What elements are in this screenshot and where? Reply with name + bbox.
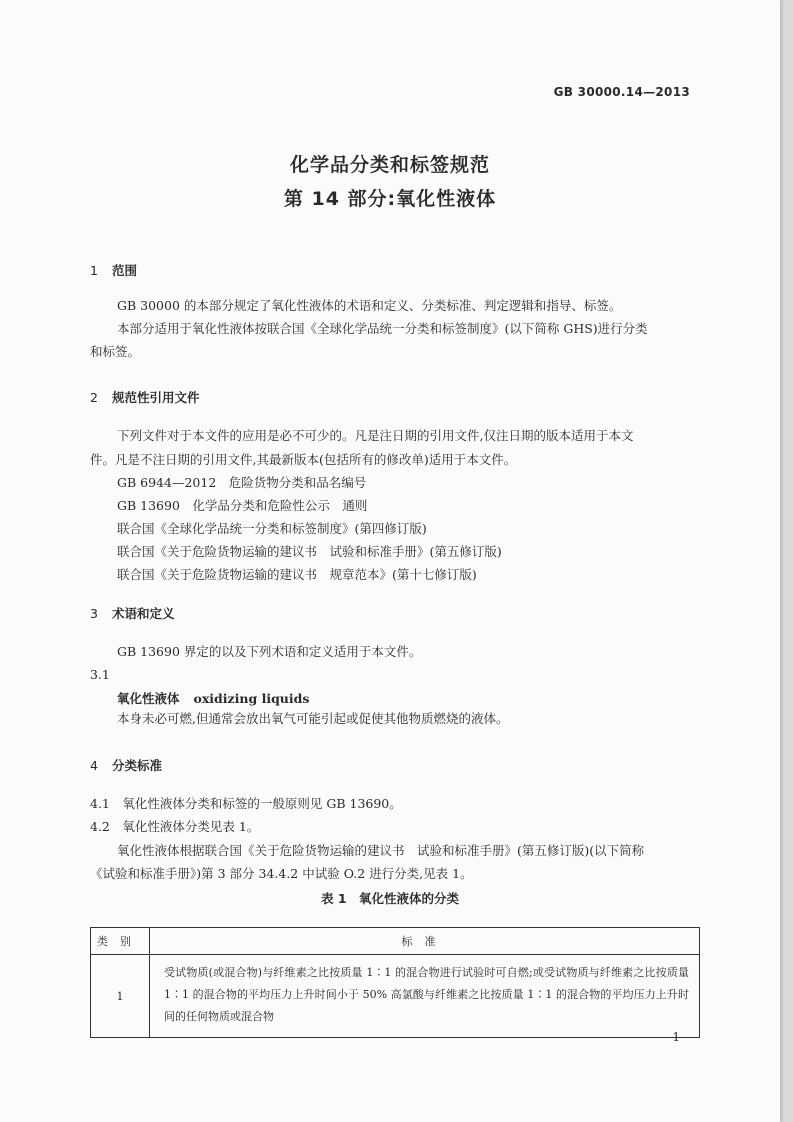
paragraph: 本部分适用于氧化性液体按联合国《全球化学品统一分类和标签制度》(以下简称 GHS)进行分类 — [117, 321, 648, 336]
paragraph: GB 13690 界定的以及下列术语和定义适用于本文件。 — [117, 644, 422, 659]
section-1-heading — [90, 261, 137, 279]
term-chinese: 氧化性液体 — [117, 691, 180, 706]
term-entry — [117, 689, 309, 707]
paragraph: GB 30000 的本部分规定了氧化性液体的术语和定义、分类标准、判定逻辑和指导、标签。 — [117, 298, 622, 313]
section-2-heading — [90, 388, 200, 406]
reference-item: 联合国《关于危险货物运输的建议书 试验和标准手册》(第五修订版) — [117, 544, 502, 559]
section-number: 3 — [90, 606, 98, 621]
document-title: 化学品分类和标签规范 — [289, 154, 490, 176]
section-title: 术语和定义 — [112, 606, 175, 621]
table-row — [91, 955, 700, 1038]
term-english: oxidizing liquids — [193, 691, 310, 706]
term-definition: 本身未必可燃,但通常会放出氧气可能引起或促使其他物质燃烧的液体。 — [117, 711, 509, 726]
column-header-criteria: 标准 — [150, 928, 700, 955]
classification-table — [90, 927, 700, 1038]
category-cell: 1 — [91, 955, 150, 1038]
paragraph-continuation: 和标签。 — [90, 344, 141, 359]
reference-item: GB 13690 化学品分类和危险性公示 通则 — [117, 498, 368, 513]
paragraph: 下列文件对于本文件的应用是必不可少的。凡是注日期的引用文件,仅注日期的版本适用于本文 — [117, 428, 634, 443]
section-title: 规范性引用文件 — [112, 390, 200, 405]
table-caption: 表 1 氧化性液体的分类 — [320, 891, 460, 906]
standard-number: GB 30000.14—2013 — [553, 85, 690, 99]
table-header-row — [91, 928, 700, 955]
document-subtitle: 第 14 部分:氧化性液体 — [283, 188, 497, 210]
paragraph-continuation: 《试验和标准手册》)第 3 部分 34.4.2 中试验 O.2 进行分类,见表 1。 — [90, 866, 473, 881]
subclause-number: 3.1 — [90, 667, 110, 682]
section-4-heading — [90, 756, 162, 774]
column-header-category: 类别 — [91, 928, 150, 955]
section-title: 分类标准 — [112, 758, 163, 773]
criteria-cell: 受试物质(或混合物)与纤维素之比按质量 1∶1 的混合物进行试验时可自燃;或受试物质与纤维素之比按质量 1∶1 的混合物的平均压力上升时间小于 50% 高氯酸与纤维素之比按质量 1∶1 的混合物的平均压力上升时间的任何物质或混合物 — [150, 955, 700, 1038]
section-number: 1 — [90, 263, 98, 278]
clause-4-1: 4.1 氧化性液体分类和标签的一般原则见 GB 13690。 — [90, 796, 402, 811]
reference-item: 联合国《关于危险货物运输的建议书 规章范本》(第十七修订版) — [117, 567, 477, 582]
reference-item: GB 6944—2012 危险货物分类和品名编号 — [117, 475, 367, 490]
section-title: 范围 — [112, 263, 138, 278]
section-number: 2 — [90, 390, 98, 405]
section-number: 4 — [90, 758, 98, 773]
reference-item: 联合国《全球化学品统一分类和标签制度》(第四修订版) — [117, 521, 427, 536]
paragraph-continuation: 件。凡是不注日期的引用文件,其最新版本(包括所有的修改单)适用于本文件。 — [90, 452, 517, 467]
paragraph: 氧化性液体根据联合国《关于危险货物运输的建议书 试验和标准手册》(第五修订版)(以下简称 — [117, 843, 645, 858]
clause-4-2: 4.2 氧化性液体分类见表 1。 — [90, 819, 260, 834]
section-3-heading — [90, 604, 175, 622]
page-number: 1 — [672, 1030, 680, 1044]
